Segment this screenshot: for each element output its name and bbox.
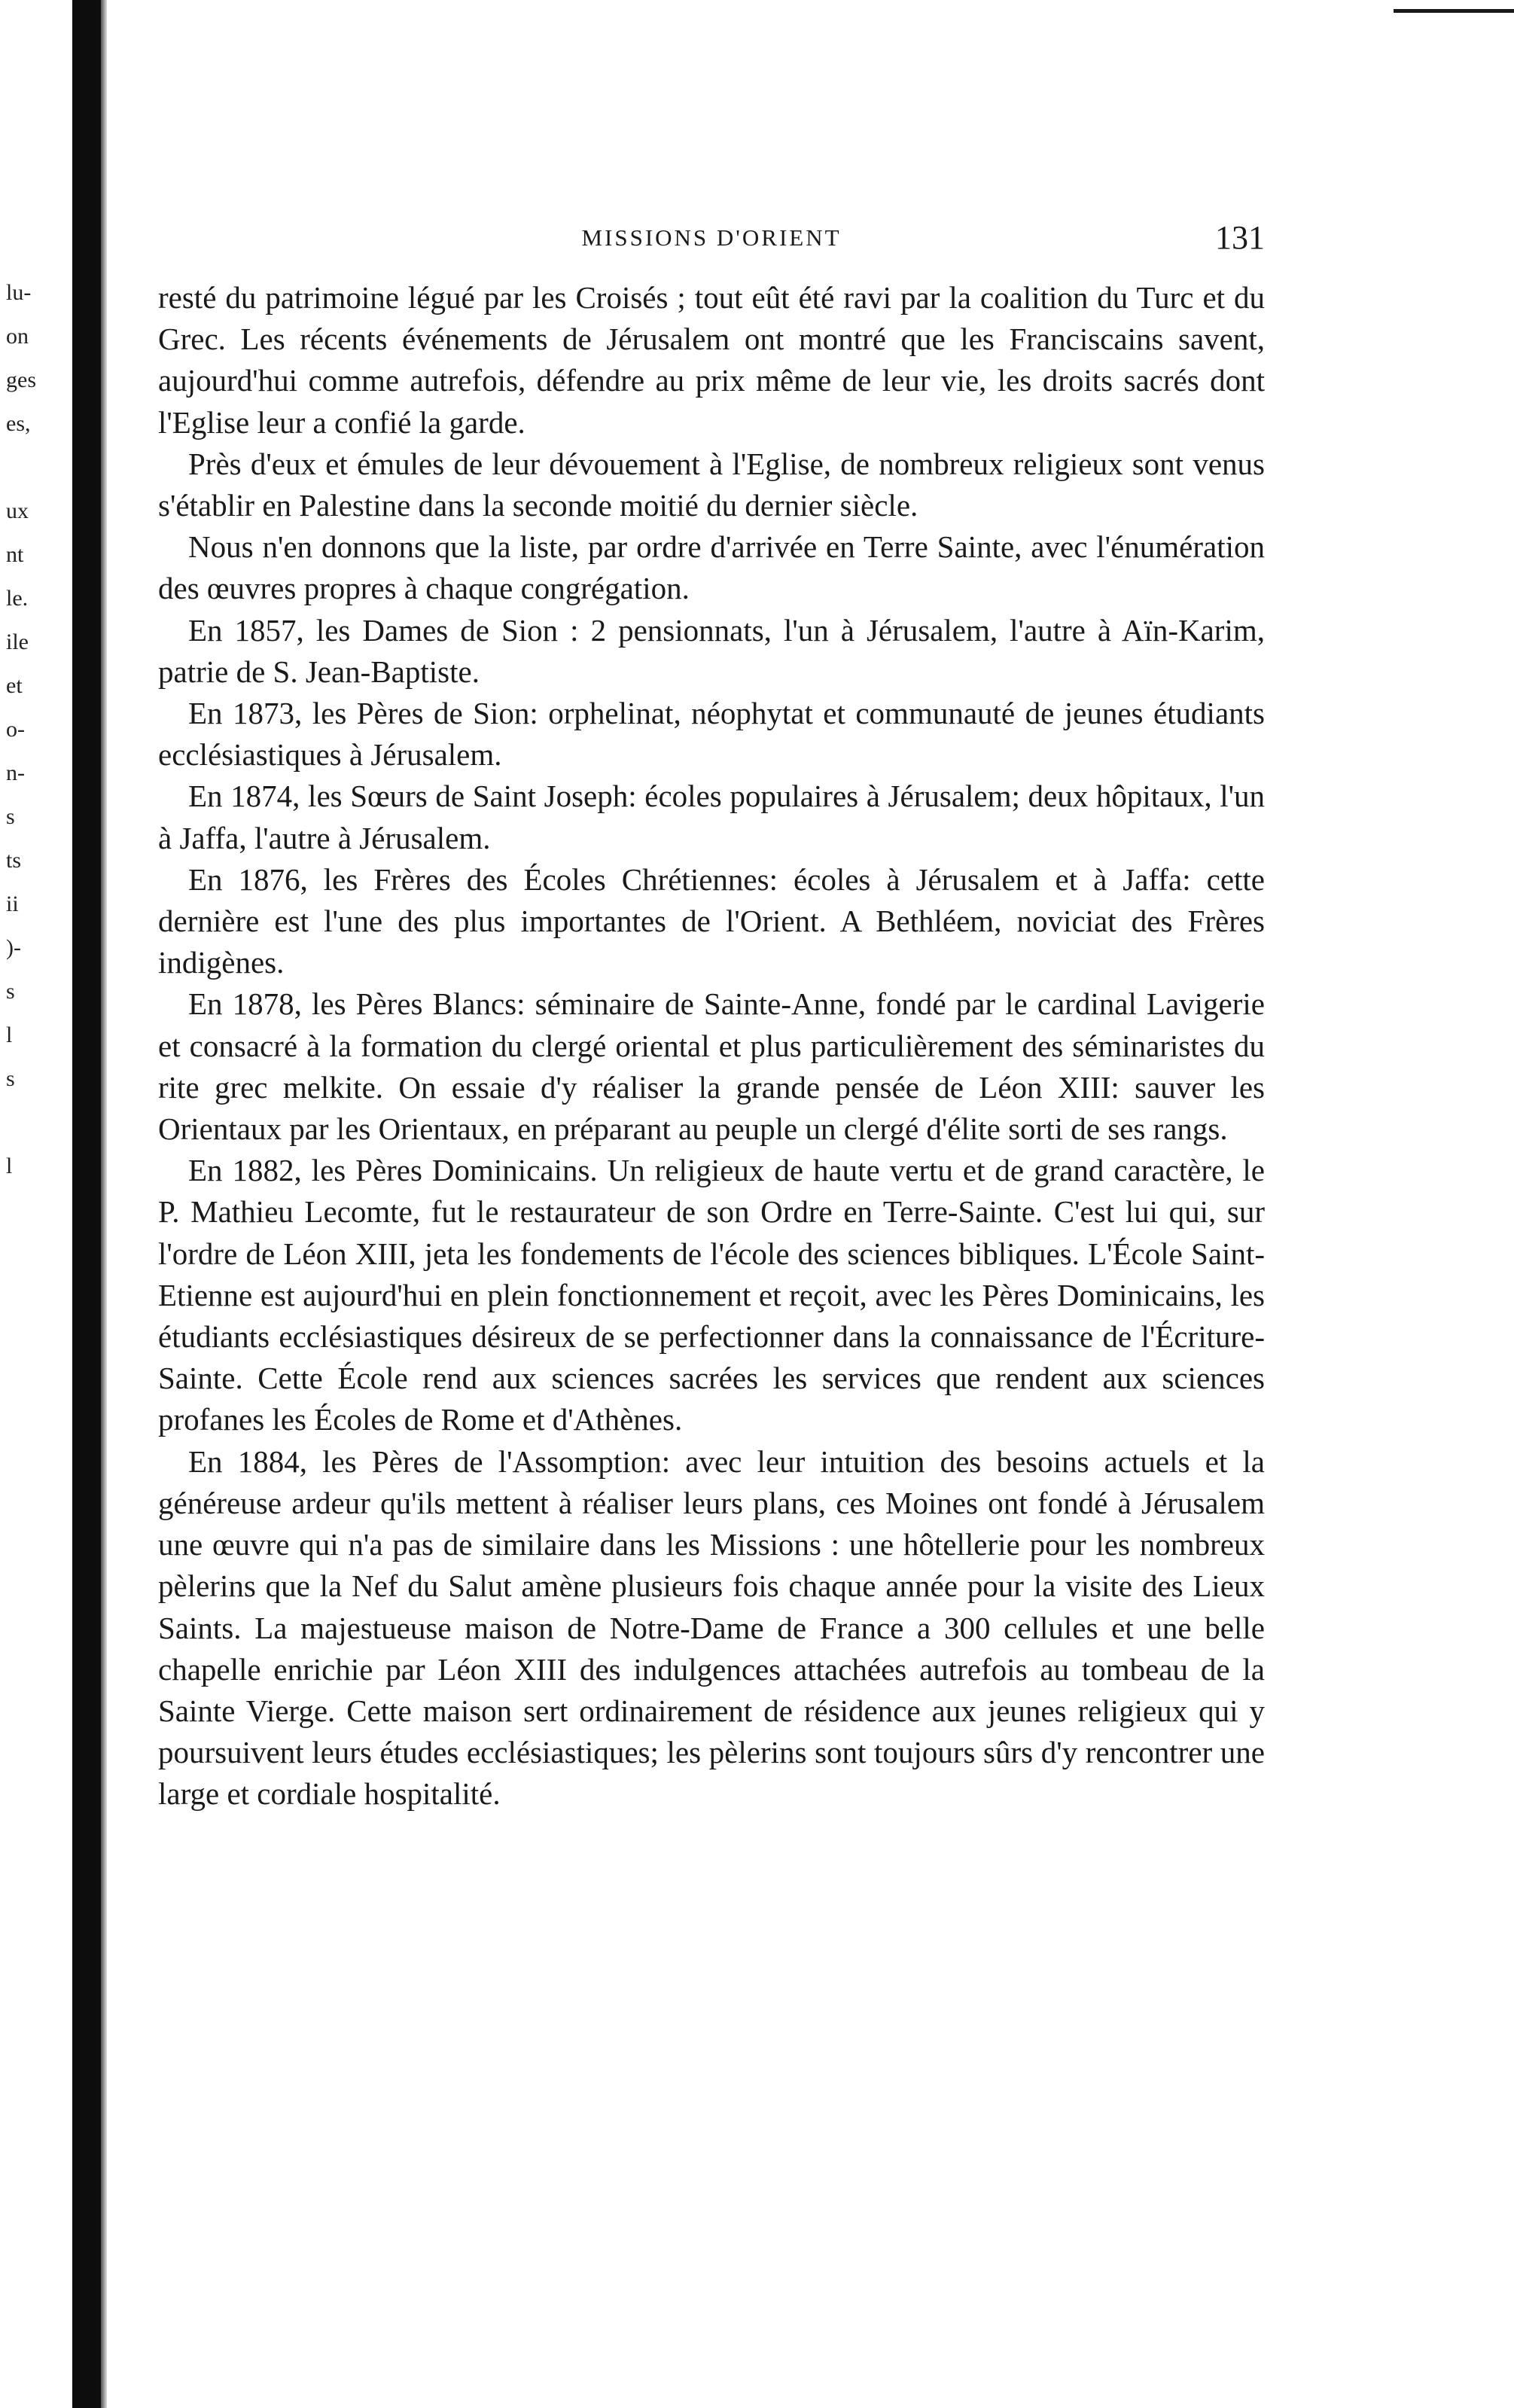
margin-fragment: )- <box>6 935 21 960</box>
margin-fragment: ii <box>6 892 19 916</box>
paragraph: Nous n'en donnons que la liste, par ordre d'arrivée en Terre Sainte, avec l'énumération des œuvres propres à chaque congrégation. <box>158 529 1265 606</box>
paragraph: En 1884, les Pères de l'Assomption: avec leur intuition des besoins actuels et la généreuse ardeur qu'ils mettent à réaliser leurs plans, ces Moines ont fondé à Jérusalem une œuvre qui n'a pas de similaire dans les Missions : une hôtellerie pour les nombreux pèlerins que la Nef du Salut amène plusieurs fois chaque année pour la visite des Lieux Saints. La majestueuse maison de Notre-Dame de France a 300 cellules et une belle chapelle enrichie par Léon XIII des indulgences attachées autrefois au tombeau de la Sainte Vierge. Cette maison sert ordinairement de résidence aux jeunes religieux qui y poursuivent leurs études ecclésiastiques; les pèlerins sont toujours sûrs d'y rencontrer une large et cordiale hospitalité. <box>158 1443 1265 1812</box>
paragraph: En 1876, les Frères des Écoles Chrétiennes: écoles à Jérusalem et à Jaffa: cette dernière est l'une des plus importantes de l'Orient. A Bethléem, noviciat des Frères indigènes. <box>158 861 1265 980</box>
margin-fragment: l <box>6 1154 13 1178</box>
margin-fragment: o- <box>6 717 25 742</box>
margin-fragment: s <box>6 804 15 829</box>
adjacent-page-margin <box>6 271 59 1188</box>
margin-fragment: le. <box>6 586 29 611</box>
paragraph: resté du patrimoine légué par les Croisés ; tout eût été ravi par la coalition du Turc et du Grec. Les récents événements de Jérusalem ont montré que les Franciscains savent, aujourd'hui comme autrefois, défendre au prix même de leur vie, les droits sacrés dont l'Eglise leur a confié la garde. <box>158 280 1265 440</box>
margin-fragment: ile <box>6 629 29 654</box>
paragraph: En 1857, les Dames de Sion : 2 pensionnats, l'un à Jérusalem, l'autre à Aïn-Karim, patrie de S. Jean-Baptiste. <box>158 612 1265 689</box>
margin-fragment: s <box>6 979 15 1004</box>
gutter-shadow <box>101 0 107 2408</box>
book-page <box>158 218 1265 1815</box>
margin-fragment: ges <box>6 367 36 392</box>
paragraph: Près d'eux et émules de leur dévouement à l'Eglise, de nombreux religieux sont venus s'établir en Palestine dans la seconde moitié du dernier siècle. <box>158 446 1265 523</box>
margin-fragment: n- <box>6 761 25 785</box>
margin-fragment: et <box>6 673 23 698</box>
page-number: 131 <box>1215 219 1265 256</box>
top-edge-rule <box>1394 9 1514 13</box>
margin-fragment: on <box>6 324 29 349</box>
margin-fragment: es, <box>6 411 31 436</box>
running-header <box>158 218 1265 264</box>
book-binding-gutter <box>72 0 101 2408</box>
margin-fragment: ts <box>6 848 22 873</box>
body-text <box>158 277 1265 1815</box>
margin-fragment: ux <box>6 498 29 523</box>
paragraph: En 1878, les Pères Blancs: séminaire de Sainte-Anne, fondé par le cardinal Lavigerie et consacré à la formation du clergé oriental et plus particulièrement des séminaristes du rite grec melkite. On essaie d'y réaliser la grande pensée de Léon XIII: sauver les Orientaux par les Orientaux, en préparant au peuple un clergé d'élite sorti de ses rangs. <box>158 986 1265 1147</box>
margin-fragment: s <box>6 1066 15 1091</box>
margin-fragment: lu- <box>6 280 32 305</box>
paragraph: En 1873, les Pères de Sion: orphelinat, néophytat et communauté de jeunes étudiants ecclésiastiques à Jérusalem. <box>158 696 1265 773</box>
margin-fragment: nt <box>6 542 24 567</box>
paragraph: En 1874, les Sœurs de Saint Joseph: écoles populaires à Jérusalem; deux hôpitaux, l'un à Jaffa, l'autre à Jérusalem. <box>158 779 1265 855</box>
margin-fragment: l <box>6 1023 13 1047</box>
paragraph: En 1882, les Pères Dominicains. Un religieux de haute vertu et de grand caractère, le P. Mathieu Lecomte, fut le restaurateur de son Ordre en Terre-Sainte. C'est lui qui, sur l'ordre de Léon XIII, jeta les fondements de l'école des sciences bibliques. L'École Saint-Etienne est aujourd'hui en plein fonctionnement et reçoit, avec les Pères Dominicains, les étudiants ecclésiastiques désireux de se perfectionner dans la connaissance de l'Écriture-Sainte. Cette École rend aux sciences sacrées les services que rendent aux sciences profanes les Écoles de Rome et d'Athènes. <box>158 1153 1265 1437</box>
running-title: MISSIONS D'ORIENT <box>581 224 842 251</box>
